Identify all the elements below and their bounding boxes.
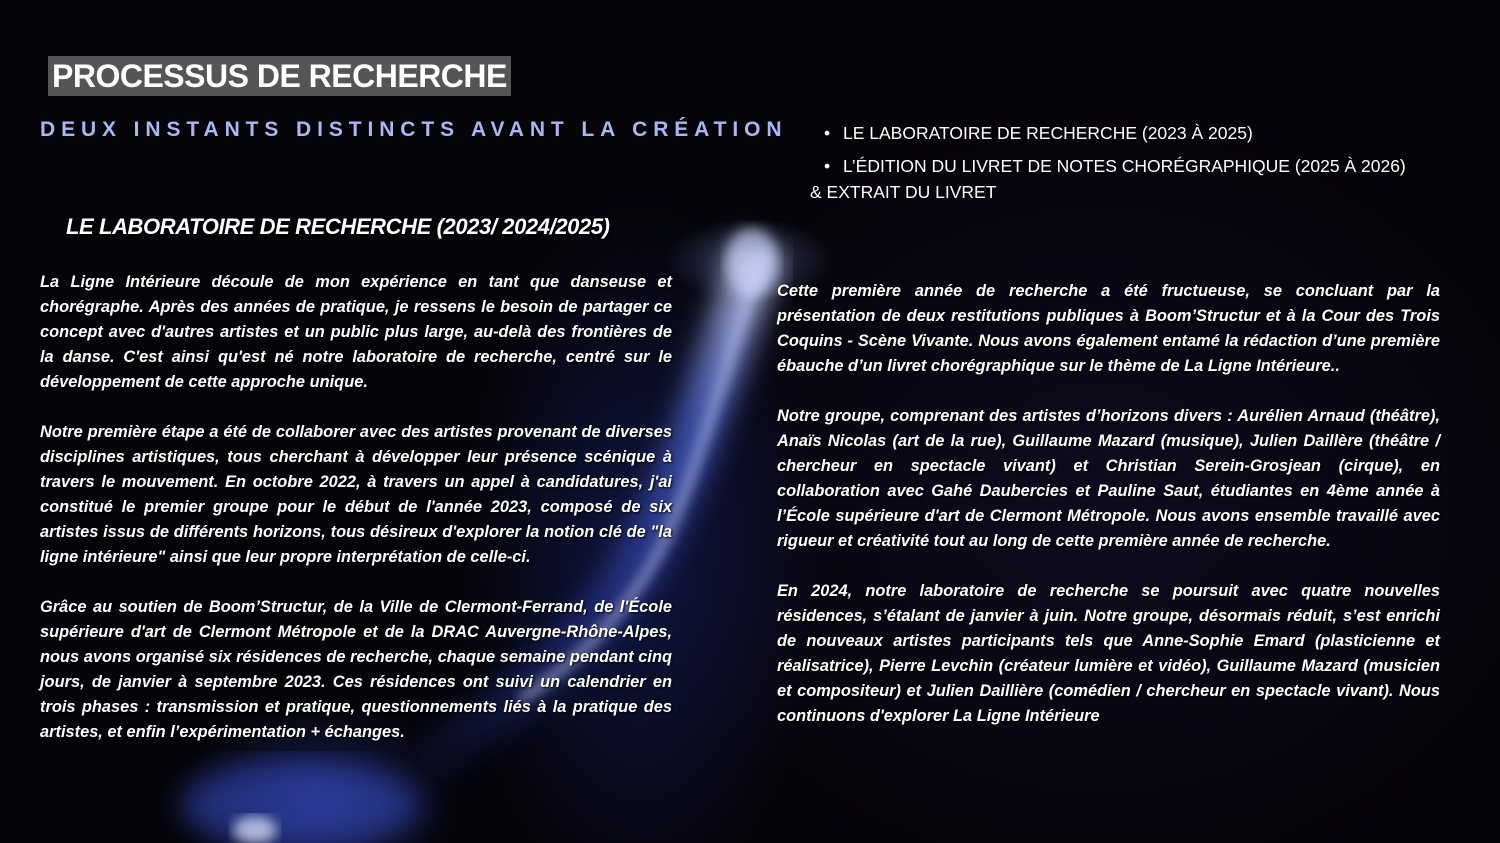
paragraph: Cette première année de recherche a été fructueuse, se concluant par la présentation de deux restitutions publiques à Boom’Structur et à la Cour des Trois Coquins - Scène Vivante. Nous avons également entamé la rédaction d’une première ébauche d’un livret chorégraphique sur le thème de La Ligne Intérieure.. — [777, 282, 1440, 375]
left-text-column — [40, 270, 672, 770]
bullet-icon: • — [824, 123, 831, 143]
contents-item-continuation: & EXTRAIT DU LIVRET — [810, 182, 997, 202]
section-heading: LE LABORATOIRE DE RECHERCHE (2023/ 2024/2025) — [66, 214, 610, 239]
page-title: PROCESSUS DE RECHERCHE — [48, 56, 511, 96]
contents-item-label: L’ÉDITION DU LIVRET DE NOTES CHORÉGRAPHIQUE (2025 À 2026) — [843, 156, 1406, 176]
page-subtitle: DEUX INSTANTS DISTINCTS AVANT LA CRÉATION — [40, 118, 788, 141]
bullet-icon: • — [824, 156, 831, 176]
paragraph: Grâce au soutien de Boom’Structur, de la Ville de Clermont-Ferrand, de l'École supérieure d'art de Clermont Métropole et de la DRAC Auvergne-Rhône-Alpes, nous avons organisé six résidences de recherche, chaque semaine pendant cinq jours, de janvier à septembre 2023. Ces résidences ont suivi un calendrier en trois phases : transmission et pratique, questionnements liés à la pratique des artistes, et enfin l’expérimentation + échanges. — [40, 598, 672, 741]
paragraph: La Ligne Intérieure découle de mon expérience en tant que danseuse et chorégraphe. Après des années de pratique, je ressens le besoin de partager ce concept avec d'autres artistes et un public plus large, au-delà des frontières de la danse. C'est ainsi qu'est né notre laboratoire de recherche, centré sur le développement de cette approche unique. — [40, 273, 672, 391]
contents-list — [810, 120, 1470, 212]
contents-item-label: LE LABORATOIRE DE RECHERCHE (2023 À 2025) — [843, 123, 1253, 143]
paragraph: En 2024, notre laboratoire de recherche se poursuit avec quatre nouvelles résidences, s’étalant de janvier à juin. Notre groupe, désormais réduit, s’est enrichi de nouveaux artistes participants tels que Anne-Sophie Emard (plasticienne et réalisatrice), Pierre Levchin (créateur lumière et vidéo), Guillaume Mazard (musicien et compositeur) et Julien Daillière (comédien / chercheur en spectacle vivant). Nous continuons d'explorer La Ligne Intérieure — [777, 582, 1440, 725]
right-text-column — [777, 279, 1440, 754]
paragraph: Notre groupe, comprenant des artistes d’horizons divers : Aurélien Arnaud (théâtre), Anaïs Nicolas (art de la rue), Guillaume Mazard (musique), Julien Daillère (théâtre / chercheur en spectacle vivant) et Christian Serein-Grosjean (cirque), en collaboration avec Gahé Daubercies et Pauline Saut, étudiantes en 4ème année à l’École supérieure d'art de Clermont Métropole. Nous avons ensemble travaillé avec rigueur et créativité tout au long de cette première année de recherche. — [777, 407, 1440, 550]
paragraph: Notre première étape a été de collaborer avec des artistes provenant de diverses disciplines artistiques, tous cherchant à développer leur présence scénique à travers le mouvement. En octobre 2022, à travers un appel à candidatures, j'ai constitué le premier groupe pour le début de l'année 2023, composé de six artistes issus de différents horizons, tous désireux d'explorer la notion clé de "la ligne intérieure" ainsi que leur propre interprétation de celle-ci. — [40, 423, 672, 566]
contents-item-livret — [810, 153, 1470, 205]
contents-item-laboratoire — [810, 120, 1470, 146]
